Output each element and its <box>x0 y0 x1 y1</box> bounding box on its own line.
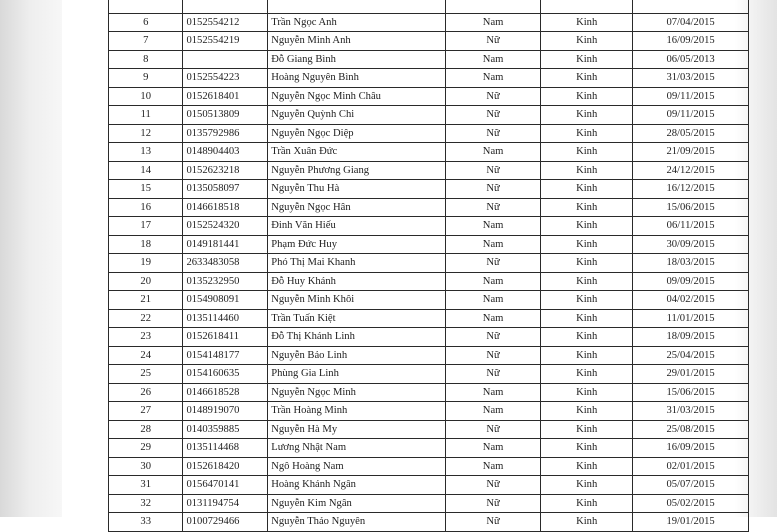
table-row <box>109 476 749 495</box>
student-name-cell: Phạm Đức Huy <box>268 235 446 254</box>
birth-date-cell: 31/03/2015 <box>633 402 749 421</box>
student-name-cell: Nguyễn Ngọc Minh <box>268 383 446 402</box>
row-number-cell: 12 <box>109 124 183 143</box>
ethnicity-cell: Kinh <box>541 32 633 51</box>
table-row <box>109 420 749 439</box>
ethnicity-cell: Kinh <box>541 328 633 347</box>
gender-cell: Nữ <box>446 476 541 495</box>
gender-cell <box>446 0 541 13</box>
row-number-cell: 23 <box>109 328 183 347</box>
birth-date-cell: 02/01/2015 <box>633 457 749 476</box>
row-number-cell: 6 <box>109 13 183 32</box>
student-name-cell: Nguyễn Bảo Linh <box>268 346 446 365</box>
student-name-cell: Hoàng Khánh Ngân <box>268 476 446 495</box>
ethnicity-cell: Kinh <box>541 420 633 439</box>
ethnicity-cell: Kinh <box>541 50 633 69</box>
row-number-cell: 28 <box>109 420 183 439</box>
student-code-cell: 0150513809 <box>183 106 268 125</box>
ethnicity-cell: Kinh <box>541 439 633 458</box>
student-name-cell: Nguyễn Kim Ngân <box>268 494 446 513</box>
birth-date-cell: 05/02/2015 <box>633 494 749 513</box>
student-code-cell: 0152623218 <box>183 161 268 180</box>
gender-cell: Nam <box>446 235 541 254</box>
student-name-cell: Trần Hoàng Minh <box>268 402 446 421</box>
student-code-cell: 0135792986 <box>183 124 268 143</box>
table-row <box>109 346 749 365</box>
ethnicity-cell: Kinh <box>541 309 633 328</box>
birth-date-cell: 11/01/2015 <box>633 309 749 328</box>
table-row <box>109 217 749 236</box>
birth-date-cell: 09/09/2015 <box>633 272 749 291</box>
table-row <box>109 291 749 310</box>
gender-cell: Nữ <box>446 365 541 384</box>
student-name-cell: Nguyễn Ngọc Diệp <box>268 124 446 143</box>
birth-date-cell: 29/01/2015 <box>633 365 749 384</box>
table-row <box>109 87 749 106</box>
student-code-cell <box>183 50 268 69</box>
ethnicity-cell: Kinh <box>541 180 633 199</box>
gender-cell: Nữ <box>446 254 541 273</box>
birth-date-cell: 06/05/2013 <box>633 50 749 69</box>
student-code-cell: 0152618411 <box>183 328 268 347</box>
student-code-cell: 0152554223 <box>183 69 268 88</box>
student-name-cell: Trần Xuân Đức <box>268 143 446 162</box>
roster-body <box>109 0 749 531</box>
gender-cell: Nam <box>446 50 541 69</box>
row-number-cell: 26 <box>109 383 183 402</box>
gender-cell: Nữ <box>446 513 541 532</box>
row-number-cell: 30 <box>109 457 183 476</box>
table-row <box>109 32 749 51</box>
birth-date-cell: 06/11/2015 <box>633 217 749 236</box>
gender-cell: Nữ <box>446 328 541 347</box>
ethnicity-cell: Kinh <box>541 494 633 513</box>
student-code-cell: 0156470141 <box>183 476 268 495</box>
ethnicity-cell <box>541 0 633 13</box>
student-code-cell: 0152554219 <box>183 32 268 51</box>
table-row <box>109 198 749 217</box>
gender-cell: Nam <box>446 402 541 421</box>
gender-cell: Nam <box>446 69 541 88</box>
table-row <box>109 69 749 88</box>
birth-date-cell: 09/11/2015 <box>633 87 749 106</box>
student-code-cell: 0131194754 <box>183 494 268 513</box>
gender-cell: Nữ <box>446 346 541 365</box>
ethnicity-cell: Kinh <box>541 106 633 125</box>
ethnicity-cell: Kinh <box>541 69 633 88</box>
birth-date-cell: 15/06/2015 <box>633 198 749 217</box>
table-row <box>109 161 749 180</box>
student-name-cell: Nguyễn Thảo Nguyên <box>268 513 446 532</box>
birth-date-cell: 16/09/2015 <box>633 439 749 458</box>
gender-cell: Nam <box>446 272 541 291</box>
row-number-cell: 31 <box>109 476 183 495</box>
row-number-cell: 11 <box>109 106 183 125</box>
student-name-cell: Đỗ Giang Bình <box>268 50 446 69</box>
table-row <box>109 383 749 402</box>
student-code-cell: 0135114460 <box>183 309 268 328</box>
student-code-cell: 0152554212 <box>183 13 268 32</box>
gender-cell: Nữ <box>446 124 541 143</box>
table-row <box>109 124 749 143</box>
student-code-cell: 0148919070 <box>183 402 268 421</box>
table-row <box>109 106 749 125</box>
gender-cell: Nữ <box>446 87 541 106</box>
birth-date-cell: 15/06/2015 <box>633 383 749 402</box>
ethnicity-cell: Kinh <box>541 235 633 254</box>
row-number-cell: 8 <box>109 50 183 69</box>
row-number-cell: 24 <box>109 346 183 365</box>
row-number-cell: 9 <box>109 69 183 88</box>
table-row <box>109 13 749 32</box>
ethnicity-cell: Kinh <box>541 513 633 532</box>
student-name-cell: Nguyễn Thu Hà <box>268 180 446 199</box>
table-row <box>109 235 749 254</box>
student-code-cell: 0152618420 <box>183 457 268 476</box>
ethnicity-cell: Kinh <box>541 198 633 217</box>
birth-date-cell: 16/12/2015 <box>633 180 749 199</box>
row-number-cell: 10 <box>109 87 183 106</box>
student-code-cell: 0100729466 <box>183 513 268 532</box>
student-name-cell: Lương Nhật Nam <box>268 439 446 458</box>
table-row <box>109 439 749 458</box>
gender-cell: Nam <box>446 143 541 162</box>
table-row <box>109 254 749 273</box>
gender-cell: Nữ <box>446 494 541 513</box>
table-row <box>109 272 749 291</box>
birth-date-cell: 04/02/2015 <box>633 291 749 310</box>
student-name-cell: Ngô Hoàng Nam <box>268 457 446 476</box>
row-number-cell: 14 <box>109 161 183 180</box>
table-row <box>109 457 749 476</box>
student-code-cell: 0152524320 <box>183 217 268 236</box>
ethnicity-cell: Kinh <box>541 365 633 384</box>
student-name-cell: Nguyễn Hà My <box>268 420 446 439</box>
student-code-cell: 0148904403 <box>183 143 268 162</box>
student-code-cell: 0140359885 <box>183 420 268 439</box>
gender-cell: Nữ <box>446 180 541 199</box>
birth-date-cell <box>633 0 749 13</box>
student-name-cell: Đinh Văn Hiếu <box>268 217 446 236</box>
table-row <box>109 180 749 199</box>
student-code-cell: 0152618401 <box>183 87 268 106</box>
birth-date-cell: 28/05/2015 <box>633 124 749 143</box>
ethnicity-cell: Kinh <box>541 13 633 32</box>
student-name-cell: Đỗ Thị Khánh Linh <box>268 328 446 347</box>
birth-date-cell: 30/09/2015 <box>633 235 749 254</box>
ethnicity-cell: Kinh <box>541 124 633 143</box>
ethnicity-cell: Kinh <box>541 476 633 495</box>
row-number-cell: 7 <box>109 32 183 51</box>
gender-cell: Nam <box>446 457 541 476</box>
row-number-cell: 29 <box>109 439 183 458</box>
gender-cell: Nam <box>446 13 541 32</box>
table-row <box>109 143 749 162</box>
birth-date-cell: 16/09/2015 <box>633 32 749 51</box>
student-code-cell: 0146618528 <box>183 383 268 402</box>
ethnicity-cell: Kinh <box>541 272 633 291</box>
student-name-cell: Đỗ Huy Khánh <box>268 272 446 291</box>
row-number-cell: 15 <box>109 180 183 199</box>
student-name-cell: Nguyễn Ngọc Minh Châu <box>268 87 446 106</box>
table-row <box>109 0 749 13</box>
ethnicity-cell: Kinh <box>541 346 633 365</box>
birth-date-cell: 18/03/2015 <box>633 254 749 273</box>
row-number-cell: 33 <box>109 513 183 532</box>
student-name-cell: Nguyễn Phương Giang <box>268 161 446 180</box>
student-code-cell: 0135114468 <box>183 439 268 458</box>
student-code-cell: 0135058097 <box>183 180 268 199</box>
birth-date-cell: 05/07/2015 <box>633 476 749 495</box>
gender-cell: Nữ <box>446 161 541 180</box>
table-row <box>109 328 749 347</box>
student-roster-table <box>108 0 749 532</box>
gender-cell: Nam <box>446 291 541 310</box>
gender-cell: Nữ <box>446 106 541 125</box>
student-code-cell: 2633483058 <box>183 254 268 273</box>
row-number-cell: 16 <box>109 198 183 217</box>
student-name-cell: Nguyễn Minh Khôi <box>268 291 446 310</box>
gender-cell: Nam <box>446 383 541 402</box>
gender-cell: Nữ <box>446 198 541 217</box>
row-number-cell: 17 <box>109 217 183 236</box>
student-code-cell: 0154160635 <box>183 365 268 384</box>
table-row <box>109 402 749 421</box>
table-row <box>109 309 749 328</box>
ethnicity-cell: Kinh <box>541 87 633 106</box>
birth-date-cell: 24/12/2015 <box>633 161 749 180</box>
row-number-cell: 19 <box>109 254 183 273</box>
table-row <box>109 494 749 513</box>
student-name-cell: Hoàng Nguyên Bình <box>268 69 446 88</box>
student-name-cell <box>268 0 446 13</box>
student-name-cell: Nguyễn Quỳnh Chi <box>268 106 446 125</box>
student-name-cell: Trần Ngọc Anh <box>268 13 446 32</box>
row-number-cell: 18 <box>109 235 183 254</box>
student-code-cell: 0146618518 <box>183 198 268 217</box>
scan-shadow-left <box>0 0 62 517</box>
birth-date-cell: 31/03/2015 <box>633 69 749 88</box>
ethnicity-cell: Kinh <box>541 291 633 310</box>
row-number-cell: 20 <box>109 272 183 291</box>
student-name-cell: Nguyễn Minh Anh <box>268 32 446 51</box>
student-code-cell: 0154148177 <box>183 346 268 365</box>
table-row <box>109 50 749 69</box>
ethnicity-cell: Kinh <box>541 402 633 421</box>
ethnicity-cell: Kinh <box>541 457 633 476</box>
student-code-cell: 0154908091 <box>183 291 268 310</box>
student-name-cell: Phó Thị Mai Khanh <box>268 254 446 273</box>
gender-cell: Nam <box>446 439 541 458</box>
gender-cell: Nam <box>446 217 541 236</box>
gender-cell: Nam <box>446 309 541 328</box>
gender-cell: Nữ <box>446 32 541 51</box>
table-row <box>109 365 749 384</box>
student-code-cell <box>183 0 268 13</box>
birth-date-cell: 07/04/2015 <box>633 13 749 32</box>
row-number-cell: 32 <box>109 494 183 513</box>
row-number-cell: 25 <box>109 365 183 384</box>
ethnicity-cell: Kinh <box>541 143 633 162</box>
birth-date-cell: 19/01/2015 <box>633 513 749 532</box>
row-number-cell: 21 <box>109 291 183 310</box>
ethnicity-cell: Kinh <box>541 254 633 273</box>
birth-date-cell: 21/09/2015 <box>633 143 749 162</box>
birth-date-cell: 25/04/2015 <box>633 346 749 365</box>
row-number-cell: 22 <box>109 309 183 328</box>
ethnicity-cell: Kinh <box>541 383 633 402</box>
student-code-cell: 0149181441 <box>183 235 268 254</box>
ethnicity-cell: Kinh <box>541 161 633 180</box>
row-number-cell <box>109 0 183 13</box>
student-name-cell: Phùng Gia Linh <box>268 365 446 384</box>
student-code-cell: 0135232950 <box>183 272 268 291</box>
birth-date-cell: 18/09/2015 <box>633 328 749 347</box>
birth-date-cell: 09/11/2015 <box>633 106 749 125</box>
row-number-cell: 13 <box>109 143 183 162</box>
gender-cell: Nữ <box>446 420 541 439</box>
table-row <box>109 513 749 532</box>
row-number-cell: 27 <box>109 402 183 421</box>
student-name-cell: Trần Tuấn Kiệt <box>268 309 446 328</box>
student-name-cell: Nguyễn Ngọc Hân <box>268 198 446 217</box>
ethnicity-cell: Kinh <box>541 217 633 236</box>
birth-date-cell: 25/08/2015 <box>633 420 749 439</box>
